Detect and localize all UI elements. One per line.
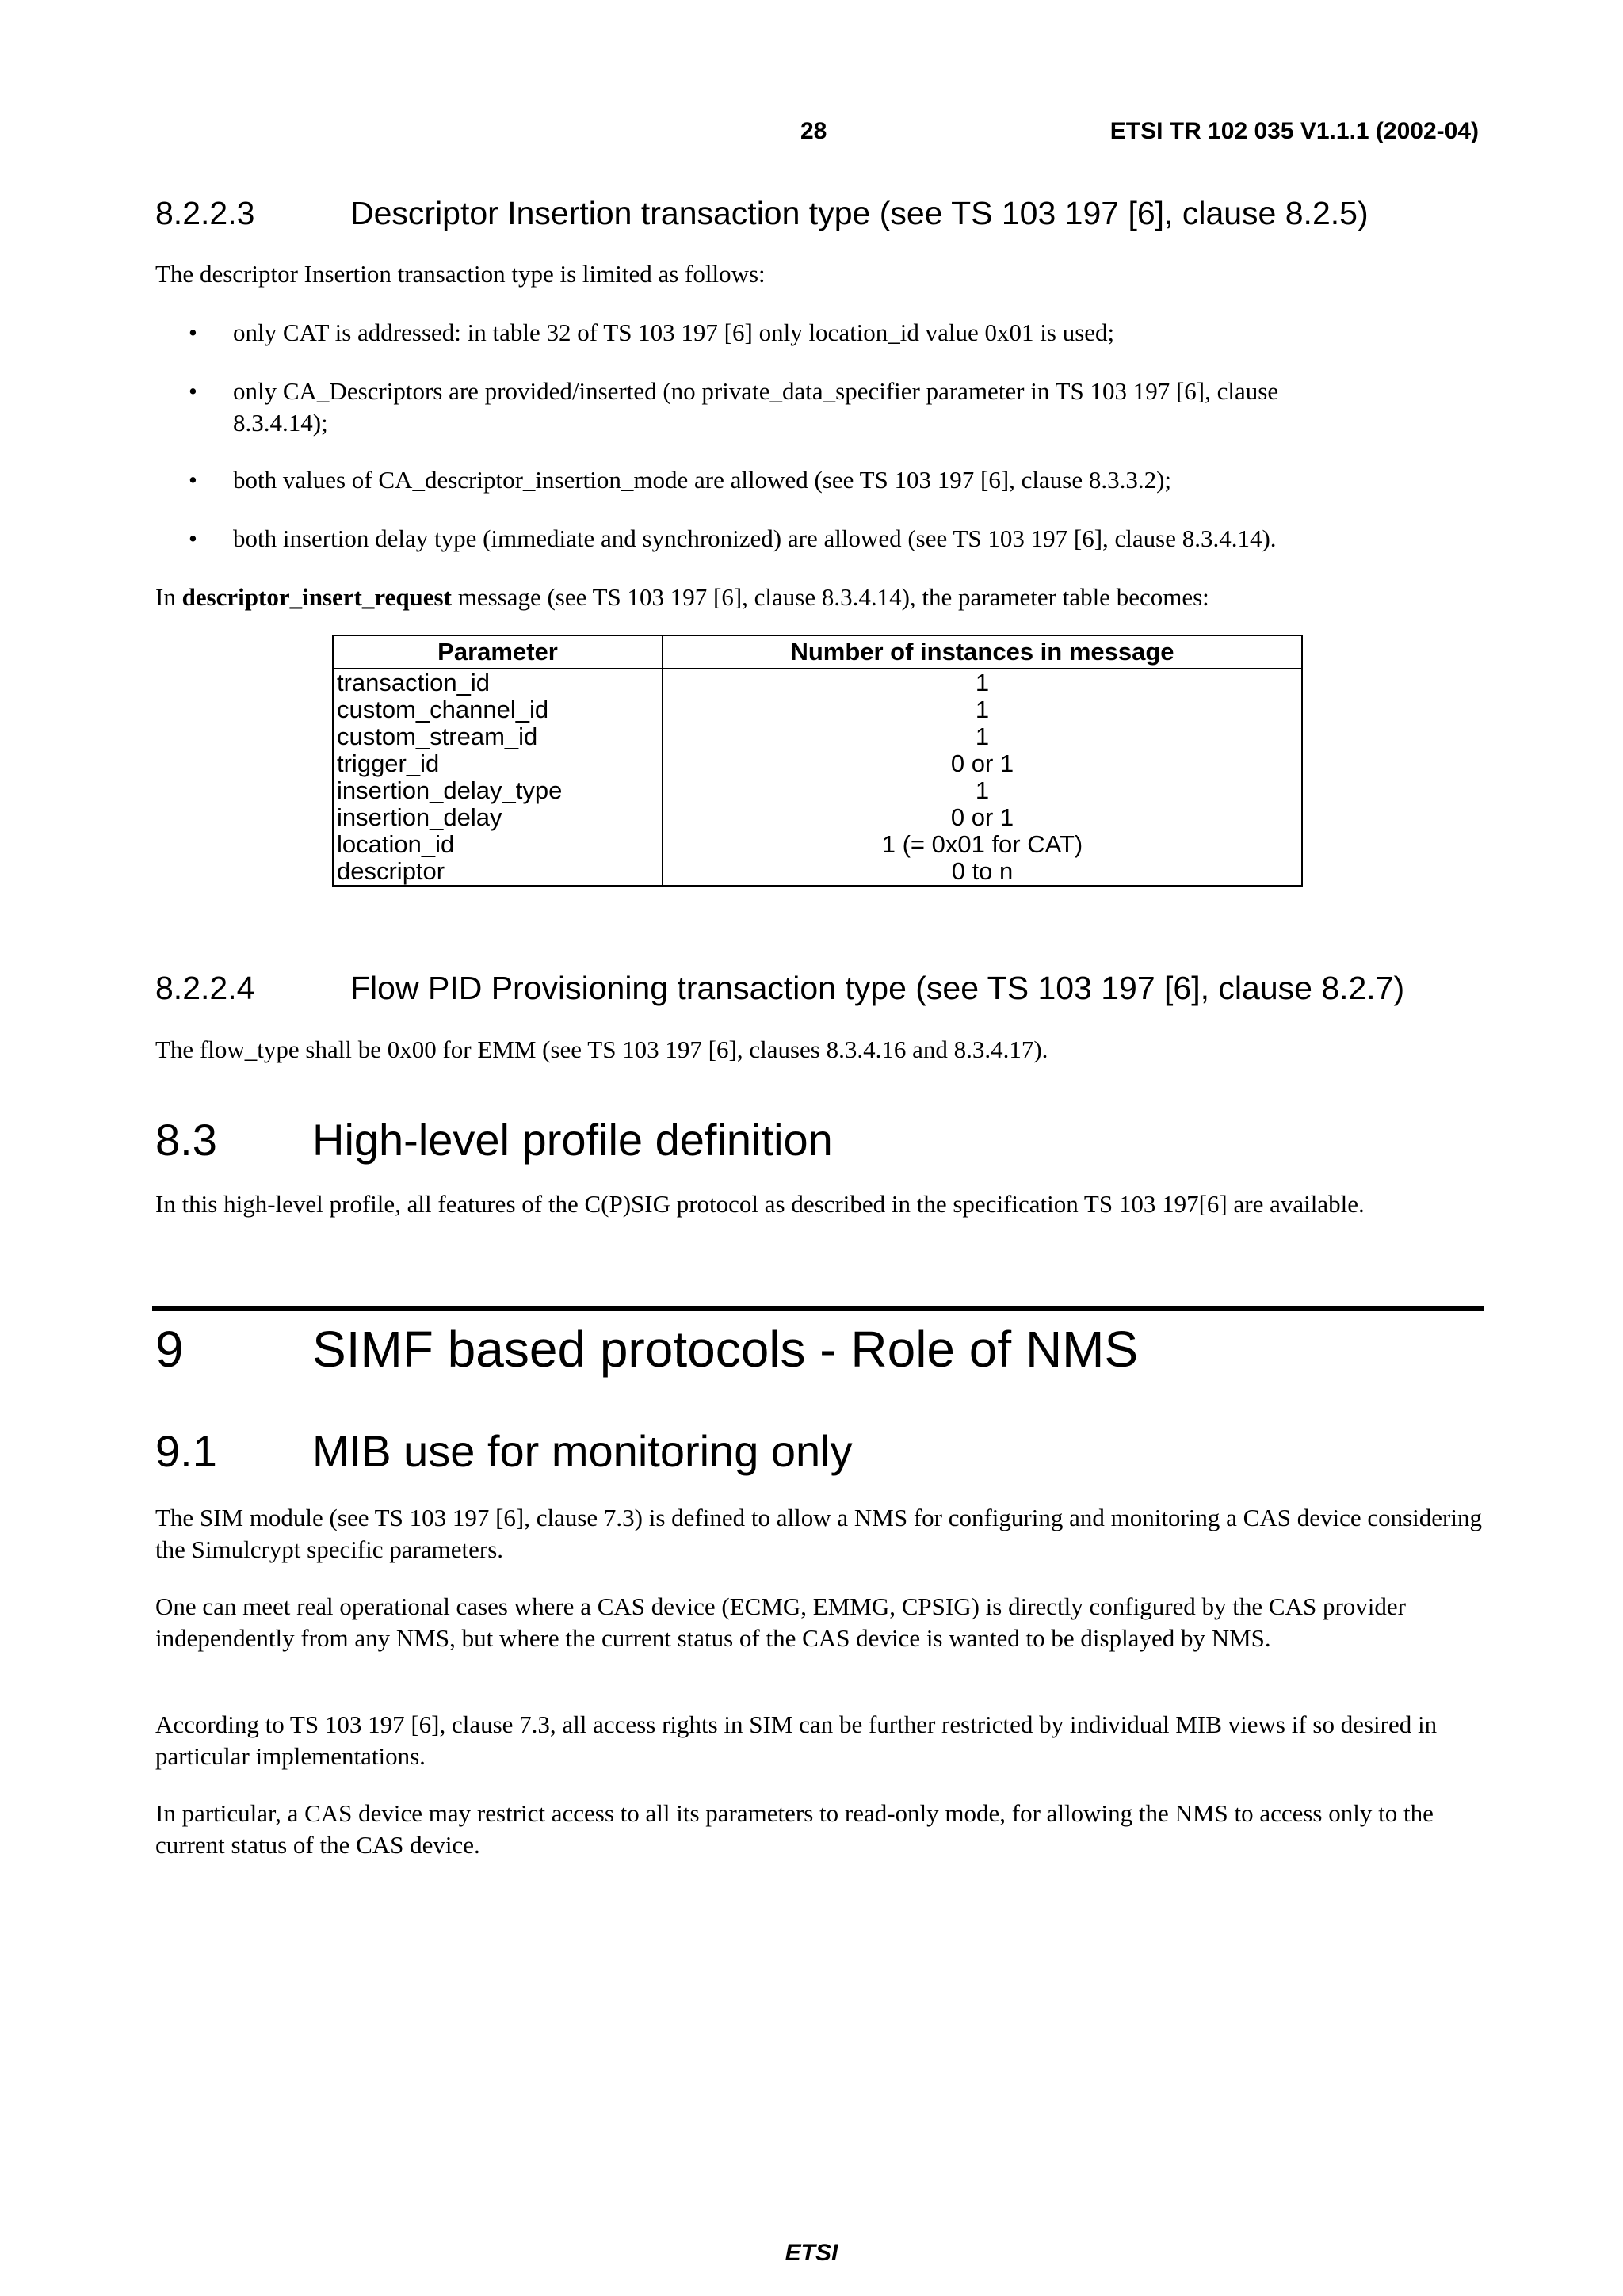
- parameter-cell: transaction_id: [333, 669, 663, 696]
- parameter-cell: insertion_delay: [333, 804, 663, 831]
- column-header: Number of instances in message: [663, 635, 1302, 669]
- table-row: [333, 669, 1302, 696]
- body-paragraph: In particular, a CAS device may restrict access to all its parameters to read-only mode, for allowing the NMS to access only to the current status of the CAS device.: [155, 1799, 1434, 1859]
- body-paragraph: One can meet real operational cases where a CAS device (ECMG, EMMG, CPSIG) is directly configured by the CAS provider independently from any NMS, but where the current status of the CAS device is wanted to be displayed by NMS.: [155, 1592, 1407, 1652]
- section-number: 9.1: [155, 1426, 217, 1476]
- chapter-rule: [152, 1306, 1484, 1311]
- table-row: [333, 750, 1302, 777]
- table-row: [333, 723, 1302, 750]
- parameter-cell: custom_channel_id: [333, 696, 663, 723]
- table-row: [333, 777, 1302, 804]
- intro-paragraph: The descriptor Insertion transaction type is limited as follows:: [155, 260, 766, 288]
- message-name: descriptor_insert_request: [181, 583, 452, 611]
- section-title: Flow PID Provisioning transaction type (see TS 103 197 [6], clause 8.2.7): [350, 970, 1405, 1006]
- parameter-table: [332, 635, 1303, 887]
- instances-cell: 0 or 1: [950, 803, 1014, 831]
- lead-in-prefix: In: [155, 583, 182, 611]
- instances-cell: 0 to n: [951, 857, 1014, 885]
- section-title: High-level profile definition: [312, 1115, 833, 1165]
- instances-cell: 1: [975, 696, 990, 723]
- instances-cell: 0 or 1: [950, 749, 1014, 777]
- bullet-marker: •: [189, 466, 197, 494]
- instances-cell: 1: [975, 776, 990, 804]
- bullet-item: both insertion delay type (immediate and synchronized) are allowed (see TS 103 197 [6], clause 8.3.4.14).: [233, 524, 1277, 552]
- body-paragraph: The SIM module (see TS 103 197 [6], clause 7.3) is defined to allow a NMS for configuring and monitoring a CAS device considering the Simulcrypt specific parameters.: [155, 1504, 1482, 1563]
- flow-type-paragraph: The flow_type shall be 0x00 for EMM (see TS 103 197 [6], clauses 8.3.4.16 and 8.3.4.17).: [155, 1035, 1048, 1063]
- section-number: 8.3: [155, 1115, 217, 1165]
- instances-cell: 1: [975, 723, 990, 750]
- instances-cell: 1: [975, 669, 990, 696]
- section-number: 8.2.2.4: [155, 970, 255, 1006]
- chapter-title: SIMF based protocols - Role of NMS: [312, 1321, 1139, 1378]
- parameter-cell: custom_stream_id: [333, 723, 663, 750]
- footer-etsi: ETSI: [785, 2240, 838, 2266]
- column-header: Parameter: [333, 635, 663, 669]
- body-paragraph: According to TS 103 197 [6], clause 7.3, all access rights in SIM can be further restricted by individual MIB views if so desired in particular implementations.: [155, 1711, 1438, 1770]
- lead-in-paragraph: [155, 582, 1484, 613]
- bullet-item: both values of CA_descriptor_insertion_mode are allowed (see TS 103 197 [6], clause 8.3.3.2);: [233, 466, 1172, 494]
- document-reference: ETSI TR 102 035 V1.1.1 (2002-04): [1109, 118, 1479, 144]
- table-row: [333, 858, 1302, 886]
- high-level-profile-paragraph: In this high-level profile, all features of the C(P)SIG protocol as described in the specification TS 103 197[6] are available.: [155, 1190, 1365, 1218]
- section-title: MIB use for monitoring only: [312, 1426, 853, 1476]
- bullet-marker: •: [189, 318, 197, 346]
- bullet-item: only CAT is addressed: in table 32 of TS 103 197 [6] only location_id value 0x01 is used;: [233, 318, 1115, 346]
- parameter-cell: trigger_id: [333, 750, 663, 777]
- section-title: Descriptor Insertion transaction type (see TS 103 197 [6], clause 8.2.5): [350, 195, 1369, 231]
- table-row: [333, 831, 1302, 858]
- instances-cell: 1 (= 0x01 for CAT): [881, 830, 1083, 858]
- parameter-cell: descriptor: [333, 858, 663, 886]
- page-number: 28: [800, 118, 827, 144]
- lead-in-suffix: message (see TS 103 197 [6], clause 8.3.4.14), the parameter table becomes:: [451, 583, 1209, 611]
- section-number: 8.2.2.3: [155, 195, 255, 231]
- parameter-cell: insertion_delay_type: [333, 777, 663, 804]
- bullet-item: only CA_Descriptors are provided/inserted (no private_data_specifier parameter in TS 103 197 [6], clause 8.3.4.14);: [233, 377, 1279, 437]
- chapter-number: 9: [155, 1321, 184, 1378]
- bullet-marker: •: [189, 524, 197, 552]
- bullet-marker: •: [189, 377, 197, 405]
- table-row: [333, 804, 1302, 831]
- table-row: [333, 696, 1302, 723]
- parameter-cell: location_id: [333, 831, 663, 858]
- table-header-row: [333, 635, 1302, 669]
